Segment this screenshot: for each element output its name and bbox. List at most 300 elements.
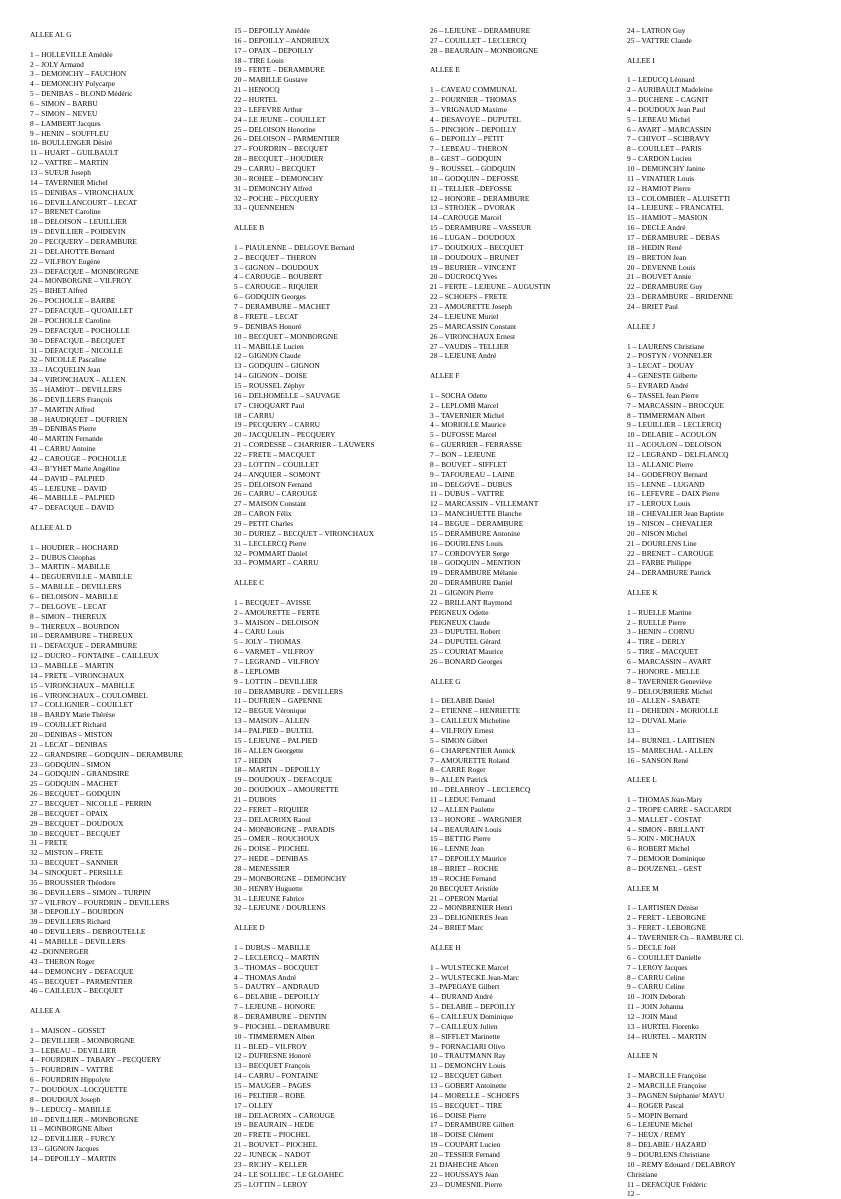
plot-entry: 2 – DEVILLIER – MONBORGNE: [30, 1035, 135, 1045]
plot-entry: 40 – MARTIN Fernande: [30, 434, 103, 444]
plot-entry: 1 – THOMAS Jean-Mary: [627, 795, 703, 805]
plot-entry: 1 – BECQUET – AVISSE: [234, 597, 311, 607]
plot-entry: 36 – DEVILLERS – SIMON – TURPIN: [30, 887, 151, 897]
plot-entry: 3 – LECAT – DOUAY: [627, 361, 695, 371]
plot-entry: 10 – DEMONCHY Janine: [627, 164, 705, 174]
plot-entry: 3 – VRIGNAUD Maxime: [430, 104, 507, 114]
plot-entry: 6 – DEPOILLY – PETIT: [430, 134, 504, 144]
plot-entry: 14 – BURNEL - LARTISIEN: [627, 735, 715, 745]
plot-entry: 15 – ROUSSEL Zéphyr: [234, 380, 305, 390]
plot-entry: 23 – LOTTIN – COUILLET: [234, 459, 319, 469]
plot-entry: 11 – MABILLE Lucien: [234, 341, 304, 351]
plot-entry: 3 – MAISON – DELOISON: [234, 617, 319, 627]
spacer: [627, 332, 827, 342]
plot-entry: 13 – MABILLE – MARTIN: [30, 661, 114, 670]
plot-entry: 20 – JACQUELIN – PECQUERY: [234, 430, 336, 440]
plot-entry: 22 – HURTEL: [234, 95, 278, 105]
plot-entry: 23 – DEFACQUE – MONBORGNE: [30, 266, 139, 276]
plot-entry: 26 – DOISE – PIOCHEL: [234, 844, 310, 854]
plot-entry: 4 – GENESTE Gilberte: [627, 371, 697, 381]
plot-entry: 22 – DERAMBURE Guy: [627, 282, 703, 292]
plot-entry: 12 – JOIN Maud: [627, 1011, 677, 1021]
plot-entry: 7 – SIMON – NEVEU: [30, 108, 98, 118]
plot-entry: 14 – BEGUE – DERAMBURE: [430, 518, 524, 528]
plot-entry: 6 – DELABIE – DEPOILLY: [234, 992, 320, 1002]
plot-entry: 1 – HOLLEVILLE Amédée: [30, 49, 113, 59]
plot-entry: 1 – RUELLE Martine: [627, 607, 692, 617]
plot-entry: 27 – HEDE – DENIBAS: [234, 854, 308, 864]
plot-entry: 13 – GOBERT Antoinette: [430, 1080, 507, 1090]
plot-entry: 25 – MARCASSIN Constant: [430, 321, 517, 331]
plot-entry: 5 – SIMON Gilbert: [430, 735, 488, 745]
plot-entry: 3 – THOMAS – BOCQUET: [234, 962, 319, 972]
plot-entry: 5 – LEBEAU Michel: [627, 114, 691, 124]
plot-entry: 13 – GODQUIN – GIGNON: [234, 361, 320, 371]
plot-entry: 5 – TIRE – MACQUET: [627, 647, 699, 657]
plot-entry: 1 – LARTISIEN Denise: [627, 903, 699, 913]
plot-entry: 6 – SIMON – BARBU: [30, 99, 98, 109]
plot-entry: 3 – LEBEAU – DEVILLIER: [30, 1045, 117, 1055]
plot-entry: 17 – DERAMBURE – DEBAS: [627, 233, 720, 243]
plot-entry: 31 – LEJEUNE Fabrice: [234, 893, 305, 903]
spacer: [30, 1016, 225, 1026]
column-2: [234, 26, 429, 1189]
plot-entry: 3 – FERET - LEBORGNE: [627, 923, 707, 933]
plot-entry: 21 – GIGNON Pierre: [430, 587, 494, 597]
plot-entry: 24 – DERAMBURE Patrick: [627, 568, 711, 578]
plot-entry: 19 – DERAMBURE Mélanie: [430, 568, 518, 578]
plot-entry: 7 – DELGOVE – LECAT: [30, 601, 107, 611]
plot-entry: 23 – DERAMBURE – BRIDENNE: [627, 292, 733, 302]
plot-entry: 14 – DEPOILLY – MARTIN: [30, 1153, 116, 1163]
plot-entry: 7 – CHIVOT – SCIBRAVY: [627, 134, 710, 144]
plot-entry: 4 – ROGER Pascal: [627, 1100, 684, 1110]
spacer: [627, 312, 827, 322]
plot-entry: 12 – GIGNON Claude: [234, 351, 301, 361]
plot-entry: 3 – DUCHENE – CAGNIT: [627, 95, 709, 105]
plot-entry: 18 – TIRE Louis: [234, 55, 284, 65]
spacer: [234, 588, 429, 598]
plot-entry: Christiane: [627, 1169, 658, 1179]
plot-entry: 5 – DENIBAS – BLOND Médéric: [30, 89, 133, 99]
plot-entry: 30 – DURIEZ – BECQUET – VIRONCHAUX: [234, 528, 375, 538]
plot-entry: 1 – SOCHA Odette: [430, 390, 488, 400]
plot-entry: 7 – HONORE - MELLE: [627, 666, 700, 676]
plot-entry: 4 – DOUDOUX Jean Paul: [627, 104, 706, 114]
plot-entry: 21 – OPERON Martial: [430, 893, 498, 903]
plot-entry: 14 – GODEFROY Bernard: [627, 469, 708, 479]
plot-entry: 34 – VIRONCHAUX – ALLEN: [30, 375, 126, 385]
plot-entry: 36 – DEVILLERS François: [30, 394, 113, 404]
plot-entry: 2 – POSTYN / VONNELER: [627, 351, 713, 361]
plot-entry: 28 – MENESSIER: [234, 864, 290, 874]
plot-entry: 5 – MOPIN Bernard: [627, 1110, 688, 1120]
plot-entry: 18 – BARDY Marie Thérèse: [30, 710, 115, 720]
spacer: [234, 213, 429, 223]
plot-entry: 3 – MALLET - COSTAT: [627, 814, 702, 824]
plot-entry: 45 – LEJEUNE – DAVID: [30, 483, 107, 493]
plot-entry: 10 – BECQUET – MONBORGNE: [234, 331, 338, 341]
plot-entry: 2 – AURIBAULT Madeleine: [627, 85, 713, 95]
plot-entry: 42 –DONNERGER: [30, 946, 89, 956]
plot-entry: 1 – MARCILLE Françoise: [627, 1071, 707, 1081]
plot-entry: 2 – ETIENNE – HENRIETTE: [430, 706, 521, 716]
plot-entry: 14 – HURTEL – MARTIN: [627, 1031, 707, 1041]
plot-entry: 23 – DELIGNIERES Jean: [430, 913, 508, 923]
plot-entry: 43 – B’YHET Marie Angéline: [30, 463, 120, 473]
plot-entry: 8 – COUILLET – PARIS: [627, 144, 702, 154]
section-title: ALLEE F: [430, 371, 460, 381]
plot-entry: 44 – DAVID – PALPIED: [30, 473, 105, 483]
plot-entry: 21 – DUBOIS: [234, 795, 277, 805]
spacer: [627, 874, 827, 884]
plot-entry: 21 – BOUVET Annie: [627, 272, 692, 282]
plot-entry: 25 – OMER – ROUCHOUX: [234, 834, 320, 844]
plot-entry: 8 – FRETE – LECAT: [234, 311, 299, 321]
plot-entry: 33 – JACQUELIN Jean: [30, 365, 101, 375]
plot-entry: 11 – LEDUC Fernand: [430, 795, 496, 805]
plot-entry: 6 – CAILLEUX Dominique: [430, 1011, 514, 1021]
plot-entry: 7 – LEBEAU – THERON: [430, 144, 508, 154]
plot-entry: 24 – LE JEUNE – COUILLET: [234, 114, 326, 124]
plot-entry: 14 – GIGNON – DOISE: [234, 371, 308, 381]
plot-entry: 20 – NISON Michel: [627, 528, 688, 538]
plot-entry: 24 – GODQUIN – GRANDSIRE: [30, 769, 129, 779]
plot-entry: 2 – FOURNIER – THOMAS: [430, 95, 517, 105]
section-title: ALLEE AL G: [30, 30, 72, 39]
plot-entry: 2 – BECQUET – THERON: [234, 252, 317, 262]
plot-entry: 3 –PAPEGAYE Gilbert: [430, 982, 500, 992]
section-title: ALLEE M: [627, 883, 659, 893]
plot-entry: 15 – DENIBAS – VIRONCHAUX: [30, 187, 134, 197]
plot-entry: 10 – JOIN Deborah: [627, 992, 686, 1002]
plot-entry: 23 – DELACROIX Raoul: [234, 814, 311, 824]
plot-entry: 10 – DEVILLIER – MONBORGNE: [30, 1114, 139, 1124]
plot-entry: 9 – LOTTIN – DEVILLIER: [234, 676, 318, 686]
plot-entry: 21 – LECAT – DENIBAS: [30, 739, 108, 749]
plot-entry: 7 – DOUDOUX –LOCQUETTE: [30, 1084, 128, 1094]
plot-entry: 15 – MARECHAL - ALLEN: [627, 745, 713, 755]
plot-entry: 11 – DEFACQUE – DERAMBURE: [30, 641, 138, 651]
plot-entry: 24 – LATRON Guy: [627, 26, 686, 35]
plot-entry: 12 – LEGRAND – DELFLANCQ: [627, 449, 729, 459]
plot-entry: 11 – MONBORGNE Albert: [30, 1124, 113, 1134]
plot-entry: 8 – SIMON – THEREUX: [30, 611, 107, 621]
spacer: [234, 933, 429, 943]
plot-entry: 13 – COLOMBIER – ALUISETTI: [627, 193, 731, 203]
plot-entry: 4 – MORIOLLE Maurice: [430, 420, 506, 430]
plot-entry: 10 – ALLEN - SABATE: [627, 696, 700, 706]
plot-entry: 7 – AMOURETTE Roland: [430, 755, 510, 765]
plot-entry: 1 – HOUDIER – HOCHARD: [30, 542, 119, 552]
plot-entry: 9 – HENIN – SOUFFLEU: [30, 128, 109, 138]
plot-entry: 11 – DUFRIEN – GAPENNE: [234, 696, 323, 706]
plot-entry: 2 – LECLERCQ – MARTIN: [234, 952, 320, 962]
plot-entry: 2 – MARCILLE Françoise: [627, 1080, 707, 1090]
plot-entry: 39 – DEVILLERS Richard: [30, 917, 111, 927]
plot-entry: 9 – CARDON Lucien: [627, 154, 692, 164]
plot-entry: 22 – SCHOEFS – FRETE: [430, 292, 508, 302]
plot-entry: 18 – GODQUIN – MENTION: [430, 558, 521, 568]
plot-entry: 27 – VAUDIS – TELLIER: [430, 341, 509, 351]
plot-entry: 27 – BECQUET – NICOLLE – PERRIN: [30, 799, 152, 809]
spacer: [234, 568, 429, 578]
plot-entry: 27 – DEFACQUE – QUOAILLET: [30, 306, 133, 316]
plot-entry: 23 – RICHY – KELLER: [234, 1159, 308, 1169]
plot-entry: 12 – MARCASSIN – VILLEMANT: [430, 499, 539, 509]
plot-entry: 15 – BETTIG Pierre: [430, 834, 491, 844]
spacer: [430, 75, 625, 85]
plot-entry: 3 – GIGNON – DOUDOUX: [234, 262, 319, 272]
plot-entry: 10 – DELABROY – LECLERCQ: [430, 785, 531, 795]
section-title: ALLEE I: [627, 55, 655, 65]
plot-entry: 22 – MONBRENIER Henri: [430, 903, 513, 913]
plot-entry: 1 – LEDUCQ Léonard: [627, 75, 695, 85]
section-title: ALLEE J: [627, 321, 656, 331]
plot-entry: 2 – RUELLE Pierre: [627, 617, 686, 627]
plot-entry: 37 – MARTIN Alfred: [30, 404, 95, 414]
plot-entry: 16 – DEPOILLY – ANDRIEUX: [234, 35, 330, 45]
plot-entry: 20 – DUCROCQ Yves: [430, 272, 497, 282]
plot-entry: 12 – VATTRE – MARTIN: [30, 158, 109, 168]
plot-entry: 2 – LEPLOMB Marcel: [430, 400, 499, 410]
plot-entry: 8 – CARRU Celine: [627, 972, 685, 982]
plot-entry: 8 – DOUDOUX Joseph: [30, 1094, 101, 1104]
plot-entry: 10 – TIMMERMEN Albert: [234, 1031, 315, 1041]
section-title: ALLEE E: [430, 65, 460, 75]
plot-entry: 6 – GUERRIER – FERRASSE: [430, 440, 522, 450]
spacer: [627, 65, 827, 75]
plot-entry: 4 – CARU Louis: [234, 627, 285, 637]
plot-entry: 13 – MANCHUETTE Blanche: [430, 509, 522, 519]
section-title: ALLEE L: [627, 775, 657, 785]
spacer: [430, 56, 625, 66]
plot-entry: 32 – LEJEUNE / DOURLENS: [234, 903, 326, 913]
plot-entry: 5 – EVRARD André: [627, 380, 689, 390]
plot-entry: 23 – GODQUIN – SIMON: [30, 759, 111, 769]
plot-entry: 12 – HONORE – DERAMBURE: [430, 193, 530, 203]
plot-entry: 12 – DUCRO – FONTAINE – CAILLEUX: [30, 651, 159, 661]
plot-entry: 44 – DEMONCHY – DEFACQUE: [30, 966, 134, 976]
plot-entry: 13 – ALLANIC Pierre: [627, 459, 694, 469]
spacer: [627, 598, 827, 608]
plot-entry: 12 – DUVAL Marie: [627, 716, 686, 726]
plot-entry: 4 – DEMONCHY Polycarpe: [30, 79, 115, 89]
plot-entry: 23 – LEFEVRE Arthur: [234, 104, 303, 114]
plot-entry: 20 – DOUDOUX – AMOURETTE: [234, 785, 339, 795]
plot-entry: 17 – OPAIX – DEPOILLY: [234, 45, 314, 55]
plot-entry: 41 – MABILLE – DEVILLERS: [30, 937, 126, 947]
plot-entry: 11 – DEFACQUE Frédéric: [627, 1179, 707, 1189]
plot-entry: 6 – FOURDRIN Hippolyte: [30, 1075, 111, 1085]
section-title: ALLEE B: [234, 223, 265, 233]
plot-entry: 39 – DENIBAS Pierre: [30, 424, 97, 434]
plot-entry: 4 – SIMON - BRILLANT: [627, 824, 705, 834]
plot-entry: 16 – SANSON René: [627, 755, 689, 765]
plot-entry: 7 – LEGRAND – VILFROY: [234, 657, 320, 666]
plot-entry: 20 – DERAMBURE Daniel: [430, 578, 513, 588]
plot-entry: 8 – TAVERNIER Geneviève: [627, 676, 712, 686]
plot-entry: 22 – FERET – RIQUIER: [234, 804, 309, 814]
plot-entry: 1 – PIAULENNE – DELGOVE Bernard: [234, 242, 355, 252]
plot-entry: 10 – DERAMBURE – THEREUX: [30, 631, 133, 641]
plot-entry: 45 – BECQUET – PARMENTIER: [30, 976, 133, 986]
plot-entry: 21 – CORDESSE – CHARRIER – LAUWERS: [234, 440, 375, 450]
plot-entry: 14 – PALPIED – BULTEL: [234, 726, 314, 736]
plot-entry: 23 – FARBE Philippe: [627, 558, 692, 568]
plot-entry: 25 – BIHET Alfred: [30, 286, 88, 296]
plot-entry: 42 – CAROUGE – POCHOLLE: [30, 453, 127, 463]
spacer: [30, 513, 225, 523]
plot-entry: 5 – DUFOSSE Marcel: [430, 430, 497, 440]
plot-entry: 10 – REMY Edouard / DELABROY: [627, 1159, 736, 1169]
plot-entry: 13 –: [627, 726, 640, 736]
spacer: [30, 533, 225, 543]
plot-entry: 11 – TELLIER –DEFOSSE: [430, 183, 512, 193]
plot-entry: 25 – GODQUIN – MACHET: [30, 779, 118, 789]
plot-entry: 24 – LEJEUNE Muriel: [430, 311, 499, 321]
spacer: [430, 953, 625, 963]
plot-entry: 28 – BECQUET – HOUDIER: [234, 154, 324, 164]
spacer: [627, 578, 827, 588]
spacer: [627, 894, 827, 904]
plot-entry: 14 – FRETE – VIRONCHAUX: [30, 670, 125, 680]
plot-entry: 17 – LEROUX Louis: [627, 499, 691, 509]
plot-entry: 32 – POCHE – PECQUERY: [234, 193, 320, 203]
plot-entry: 30 – DEFACQUE – BECQUET: [30, 335, 126, 345]
plot-entry: 26 – POCHOLLE – BARBE: [30, 296, 116, 306]
plot-entry: 46 – CAILLEUX – BECQUET: [30, 986, 124, 996]
plot-entry: 29 – BECQUET – DOUDOUX: [30, 818, 124, 828]
plot-entry: 8 – DERAMBURE – DENTIN: [234, 1011, 327, 1021]
plot-entry: 33 – POMMART – CARRU: [234, 558, 319, 568]
plot-entry: 2 – JOLY Armand: [30, 59, 84, 69]
plot-entry: 13 – MAISON – ALLEN: [234, 716, 310, 726]
plot-entry: 6 – LEJEUNE Michel: [627, 1120, 693, 1130]
plot-entry: 28 – BECQUET – OPAIX: [30, 808, 109, 818]
plot-entry: 11 – DEHEDIN - MORIOLLE: [627, 706, 719, 716]
plot-entry: 5 – FOURDRIN – VATTRE: [30, 1065, 114, 1075]
plot-entry: 19 – PECQUERY – CARRU: [234, 420, 320, 430]
plot-entry: 28 – POCHOLLE Caroline: [30, 315, 111, 325]
plot-entry: 6 – TASSEL Jean Pierre: [627, 390, 699, 400]
plot-entry: 28 – BEAURAIN – MONBORGNE: [430, 45, 538, 55]
plot-entry: 16 – VIRONCHAUX – COULOMBEL: [30, 690, 148, 700]
plot-entry: 9 – DENIBAS Honoré: [234, 321, 302, 331]
plot-entry: 29 – MONBORGNE – DEMONCHY: [234, 873, 347, 883]
plot-entry: 19 – FERTE – DERAMBURE: [234, 65, 325, 75]
plot-entry: 8 – BOUVET – SIFFLET: [430, 459, 507, 469]
plot-entry: 1 – CAVEAU COMMUNAL: [430, 85, 517, 95]
spacer: [430, 361, 625, 371]
plot-entry: 16 – ALLEN Georgette: [234, 745, 304, 755]
section-title: ALLEE N: [627, 1051, 658, 1061]
plot-entry: 3 – DEMONCHY – FAUCHON: [30, 69, 127, 79]
plot-entry: 20 – FRETE – PIOCHEL: [234, 1130, 310, 1140]
plot-entry: 9 – LEUILLIER – LECLERCQ: [627, 420, 722, 430]
column-4: [627, 26, 827, 1199]
plot-entry: 24 – ANQUIER – SOMONT: [234, 469, 321, 479]
plot-entry: 15 – LEJEUNE – PALPIED: [234, 735, 318, 745]
plot-entry: 27 – FOURDRIN – BECQUET: [234, 144, 329, 154]
column-3: [430, 26, 625, 1189]
plot-entry: 31 – FRETE: [30, 838, 68, 848]
plot-entry: 10 – DELGOVE – DUBUS: [430, 479, 513, 489]
plot-entry: 24 – BRIET Marc: [430, 923, 484, 933]
plot-entry: 25 – COURIAT Maurice: [430, 647, 504, 657]
plot-entry: 19 – NISON – CHEVALIER: [627, 518, 713, 528]
plot-entry: 17 – DOUDOUX – BECQUET: [430, 242, 524, 252]
plot-entry: 10 – TRAUTMANN Ray: [430, 1051, 506, 1061]
plot-entry: 16 – DOISE Pierre: [430, 1110, 487, 1120]
plot-entry: 20 – DEVENNE Louis: [627, 262, 696, 272]
plot-entry: 5 – JOIN - MICHAUX: [627, 834, 696, 844]
plot-entry: 22 – VILFROY Eugène: [30, 256, 101, 266]
plot-entry: 38 – DEPOILLY – BOURDON: [30, 907, 124, 917]
plot-entry: 15 – DERAMBURE Antonine: [430, 528, 521, 538]
plot-entry: 10 – DELABIE – ACOULON: [627, 430, 717, 440]
plot-entry: 24 – MONBORGNE – PARADIS: [234, 824, 335, 834]
plot-entry: 11 – JOIN Johanna: [627, 1002, 684, 1012]
plot-entry: 27 – MAISON Constant: [234, 499, 307, 509]
plot-entry: 25 – DELOISON Fernand: [234, 479, 312, 489]
plot-entry: 18 – BRIET – ROCHE: [430, 864, 499, 874]
section-title: ALLEE A: [30, 1006, 61, 1016]
plot-entry: 4 – DEGUERVILLE – MABILLE: [30, 572, 133, 582]
spacer: [430, 687, 625, 697]
plot-entry: 17 – OLLEY: [234, 1100, 273, 1110]
plot-entry: 9 – CARRU Celine: [627, 982, 685, 992]
plot-entry: 17 – COLLIGNIER – COUILLET: [30, 700, 133, 710]
plot-entry: 41 – CARRU Antoine: [30, 444, 96, 454]
column-1: [30, 30, 225, 1164]
plot-entry: 4 – TAVERNIER Ch – RAMBURE Cl.: [627, 933, 744, 943]
plot-entry: 14 – LEJEUNE – FRANCATEL: [627, 203, 724, 213]
spacer: [627, 46, 827, 56]
plot-entry: 20 – TESSIER Fernand: [430, 1149, 500, 1159]
plot-entry: 16 – LUGAN – DOUDOUX: [430, 233, 516, 243]
plot-entry: 2 – DUBUS Cléophas: [30, 552, 96, 562]
plot-entry: 12 – DUFRESNE Honoré: [234, 1051, 311, 1061]
spacer: [627, 1042, 827, 1052]
plot-entry: 9 – LEDUCQ – MABILLE: [30, 1104, 112, 1114]
plot-entry: 9 – THEREUX – BOURDON: [30, 621, 120, 631]
plot-entry: 5 – PINCHON – DEPOILLY: [430, 124, 517, 134]
plot-entry: 21 – FERTE – LEJEUNE – AUGUSTIN: [430, 282, 551, 292]
plot-entry: 28 – CARON Félix: [234, 509, 292, 519]
plot-entry: PEIGNEUX Claude: [430, 617, 490, 627]
spacer: [430, 667, 625, 677]
plot-entry: 1 – DUBUS – MABILLE: [234, 942, 311, 952]
plot-entry: 9 – DELOUBRIERE Michel: [627, 686, 713, 696]
plot-entry: 26 – DELOISON – PARMENTIER: [234, 134, 340, 144]
plot-entry: 18 – DELACROIX – CAROUGE: [234, 1110, 335, 1120]
plot-entry: 5 – DECLE Joël: [627, 942, 676, 952]
plot-entry: 16 – DELHOMELLE – SAUVAGE: [234, 390, 341, 400]
plot-entry: 4 – FOURDRIN – TABARY – PECQUERY: [30, 1055, 162, 1065]
plot-entry: 9 – PIOCHEL – DERAMBURE: [234, 1021, 330, 1031]
plot-entry: 19 – DEVILLIER – POIDEVIN: [30, 227, 126, 237]
plot-entry: 9 – TAFOUREAU – LAINE: [430, 469, 515, 479]
plot-entry: 37 – VILFROY – FOURDRIN – DEVILLERS: [30, 897, 170, 907]
plot-entry: 4 – DESAVOYE – DUPUTEL: [430, 114, 522, 124]
plot-entry: 7 – DEMOOR Dominique: [627, 854, 706, 864]
plot-entry: 14 – TAVERNIER Michel: [30, 177, 108, 187]
plot-entry: 26 – VIRONCHAUX Ernest: [430, 331, 516, 341]
plot-entry: 13 – HURTEL Florenko: [627, 1021, 699, 1031]
plot-entry: 11 – VINATIER Louis: [627, 173, 695, 183]
plot-entry: 13 – BECQUET François: [234, 1061, 311, 1071]
